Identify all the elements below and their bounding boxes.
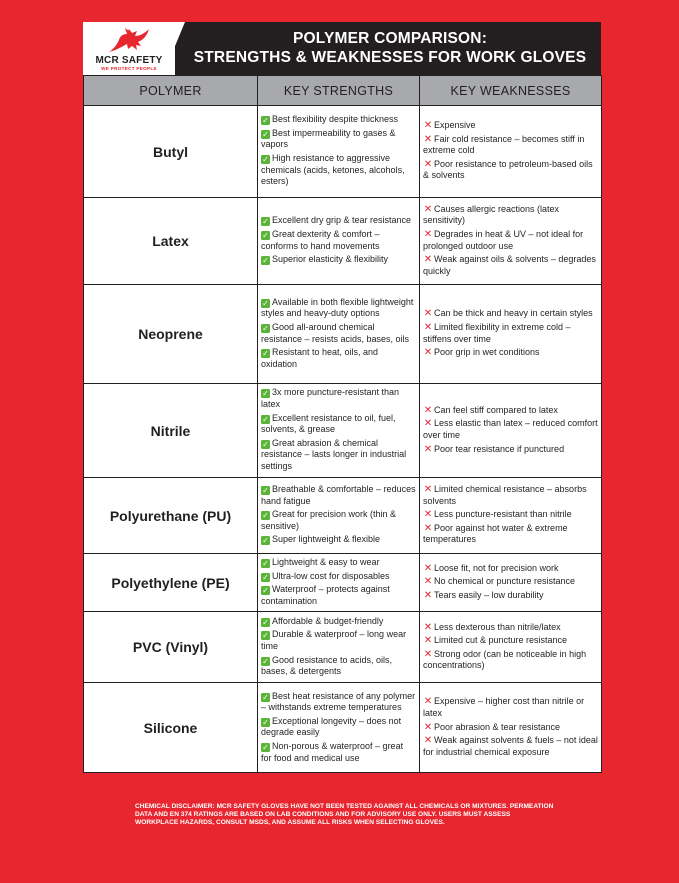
weakness-item — [423, 444, 598, 456]
strength-item — [261, 128, 416, 151]
strength-text: 3x more puncture-resistant than latex — [261, 387, 400, 410]
strengths-cell — [258, 554, 420, 612]
x-icon: ✕ — [423, 621, 433, 633]
check-icon: ✓ — [262, 389, 269, 399]
weakness-item — [423, 322, 598, 345]
weakness-item — [423, 254, 598, 277]
column-header-strengths: KEY STRENGTHS — [258, 76, 420, 106]
weakness-text: Poor tear resistance if punctured — [434, 443, 565, 454]
strength-item — [261, 114, 416, 126]
check-icon: ✓ — [262, 298, 269, 308]
weakness-item — [423, 484, 598, 507]
strength-text: Excellent resistance to oil, fuel, solvents, & grease — [261, 412, 396, 435]
weaknesses-cell — [420, 554, 602, 612]
weaknesses-cell — [420, 612, 602, 683]
weakness-text: Poor resistance to petroleum-based oils & solvents — [423, 158, 593, 181]
check-icon: ✓ — [262, 323, 269, 333]
strength-text: Durable & waterproof – long wear time — [261, 629, 407, 652]
weaknesses-cell — [420, 198, 602, 285]
weakness-item — [423, 722, 598, 734]
strengths-cell — [258, 285, 420, 384]
check-icon: ✓ — [262, 536, 269, 546]
weakness-text: Strong odor (can be noticeable in high concentrations) — [423, 648, 587, 671]
strength-item — [261, 584, 416, 607]
weakness-item — [423, 563, 598, 575]
strength-text: Great for precision work (thin & sensitive) — [261, 509, 397, 531]
weakness-item — [423, 204, 598, 227]
comparison-card — [83, 22, 601, 773]
weakness-text: No chemical or puncture resistance — [434, 576, 576, 587]
weakness-text: Limited chemical resistance – absorbs solvents — [423, 484, 587, 506]
x-icon: ✕ — [423, 308, 433, 320]
weakness-item — [423, 696, 598, 719]
check-icon: ✓ — [262, 349, 269, 359]
strength-item — [261, 557, 416, 569]
weakness-item — [423, 509, 598, 521]
weakness-text: Loose fit, not for precision work — [434, 562, 559, 573]
polymer-name: Latex — [84, 198, 258, 285]
x-icon: ✕ — [423, 509, 433, 521]
strength-text: Super lightweight & flexible — [272, 534, 381, 545]
weakness-text: Weak against oils & solvents – degrades quickly — [423, 254, 596, 276]
x-icon: ✕ — [423, 648, 433, 660]
check-icon: ✓ — [262, 742, 269, 752]
check-icon: ✓ — [262, 129, 269, 139]
strength-item — [261, 571, 416, 583]
weaknesses-cell — [420, 106, 602, 198]
dragon-logo-icon — [107, 26, 151, 54]
strength-text: Superior elasticity & flexibility — [272, 254, 389, 265]
strength-item — [261, 215, 416, 227]
weakness-text: Can be thick and heavy in certain styles — [434, 308, 593, 319]
weakness-item — [423, 308, 598, 320]
strength-item — [261, 254, 416, 266]
strength-item — [261, 691, 416, 714]
strength-text: Great dexterity & comfort – conforms to hand movements — [261, 228, 380, 251]
polymer-name: Polyurethane (PU) — [84, 478, 258, 554]
x-icon: ✕ — [423, 562, 433, 574]
strengths-cell — [258, 612, 420, 683]
strength-text: Great abrasion & chemical resistance – lasts longer in industrial settings — [261, 437, 407, 471]
polymer-name: Silicone — [84, 683, 258, 773]
strength-text: Lightweight & easy to wear — [272, 557, 380, 567]
strength-text: Good all-around chemical resistance – resists acids, bases, oils — [261, 321, 410, 344]
x-icon: ✕ — [423, 347, 433, 359]
check-icon: ✓ — [262, 155, 269, 164]
strengths-cell — [258, 384, 420, 478]
check-icon: ✓ — [262, 217, 269, 227]
strength-item — [261, 229, 416, 252]
weakness-item — [423, 735, 598, 758]
weakness-text: Can feel stiff compared to latex — [434, 404, 558, 415]
weakness-item — [423, 159, 598, 182]
weakness-text: Expensive – higher cost than nitrile or latex — [423, 696, 585, 718]
x-icon: ✕ — [423, 696, 433, 708]
polymer-name: Butyl — [84, 106, 258, 198]
weaknesses-cell — [420, 478, 602, 554]
strength-item — [261, 438, 416, 473]
strength-item — [261, 629, 416, 652]
check-icon: ✓ — [262, 692, 269, 702]
table-header-row — [84, 76, 602, 106]
strengths-cell — [258, 198, 420, 285]
strength-item — [261, 655, 416, 678]
strengths-cell — [258, 683, 420, 773]
weaknesses-cell — [420, 683, 602, 773]
check-icon: ✓ — [262, 439, 269, 449]
check-icon: ✓ — [262, 559, 269, 568]
strength-item — [261, 509, 416, 532]
check-icon: ✓ — [262, 656, 269, 666]
check-icon: ✓ — [262, 256, 269, 266]
polymer-name: Neoprene — [84, 285, 258, 384]
strength-item — [261, 484, 416, 507]
strength-text: High resistance to aggressive chemicals (acids, ketones, alcohols, esters) — [261, 153, 405, 187]
strength-text: Good resistance to acids, oils, bases, & detergents — [261, 654, 393, 677]
strength-text: Best impermeability to gases & vapors — [261, 127, 396, 150]
strength-text: Excellent dry grip & tear resistance — [272, 215, 412, 226]
polymer-name: Polyethylene (PE) — [84, 554, 258, 612]
x-icon: ✕ — [423, 158, 433, 170]
weakness-item — [423, 590, 598, 602]
weakness-text: Limited flexibility in extreme cold – stiffens over time — [423, 321, 571, 344]
x-icon: ✕ — [423, 635, 433, 647]
weakness-text: Less dexterous than nitrile/latex — [434, 621, 561, 632]
strength-text: Ultra-low cost for disposables — [272, 570, 390, 581]
title-line-1: POLYMER COMPARISON: — [292, 30, 488, 47]
check-icon: ✓ — [262, 486, 269, 496]
brand-tagline: WE PROTECT PEOPLE — [101, 66, 157, 71]
brand-name: MCR SAFETY — [95, 55, 163, 66]
x-icon: ✕ — [423, 418, 433, 430]
strength-text: Affordable & budget-friendly — [272, 615, 384, 626]
strength-item — [261, 616, 416, 628]
weakness-item — [423, 134, 598, 157]
weakness-item — [423, 622, 598, 634]
x-icon: ✕ — [423, 576, 433, 588]
table-row — [84, 612, 602, 683]
table-row — [84, 478, 602, 554]
weakness-text: Limited cut & puncture resistance — [434, 635, 568, 646]
strength-item — [261, 153, 416, 188]
weakness-text: Fair cold resistance – becomes stiff in extreme cold — [423, 133, 585, 156]
x-icon: ✕ — [423, 735, 433, 747]
strengths-cell — [258, 478, 420, 554]
strengths-cell — [258, 106, 420, 198]
strength-text: Available in both flexible lightweight styles and heavy-duty options — [261, 296, 414, 319]
title-line-2: STRENGTHS & WEAKNESSES FOR WORK GLOVES — [193, 49, 587, 66]
table-row — [84, 106, 602, 198]
header-bar — [83, 22, 601, 75]
weakness-text: Poor against hot water & extreme temperatures — [423, 522, 568, 545]
strength-text: Breathable & comfortable – reduces hand fatigue — [261, 484, 416, 506]
check-icon: ✓ — [262, 631, 269, 641]
weakness-text: Degrades in heat & UV – not ideal for prolonged outdoor use — [423, 228, 584, 251]
table-row — [84, 554, 602, 612]
weakness-text: Less elastic than latex – reduced comfort over time — [423, 418, 598, 440]
check-icon: ✓ — [262, 116, 269, 126]
weakness-item — [423, 120, 598, 132]
check-icon: ✓ — [262, 717, 269, 727]
table-row — [84, 683, 602, 773]
weakness-text: Poor abrasion & tear resistance — [434, 721, 561, 732]
weakness-item — [423, 229, 598, 252]
weakness-item — [423, 405, 598, 417]
column-header-weaknesses: KEY WEAKNESSES — [420, 76, 602, 106]
x-icon: ✕ — [423, 589, 433, 601]
x-icon: ✕ — [423, 120, 433, 132]
weakness-text: Expensive — [434, 120, 476, 131]
strength-item — [261, 387, 416, 410]
check-icon: ✓ — [262, 586, 269, 596]
x-icon: ✕ — [423, 133, 433, 145]
table-row — [84, 198, 602, 285]
x-icon: ✕ — [423, 522, 433, 534]
strength-item — [261, 297, 416, 320]
strength-text: Best heat resistance of any polymer – withstands extreme temperatures — [261, 690, 416, 713]
x-icon: ✕ — [423, 203, 433, 215]
check-icon: ✓ — [262, 572, 269, 582]
strength-text: Non-porous & waterproof – great for food and medical use — [261, 740, 404, 763]
x-icon: ✕ — [423, 404, 433, 416]
weakness-item — [423, 635, 598, 647]
x-icon: ✕ — [423, 484, 433, 496]
x-icon: ✕ — [423, 228, 433, 240]
x-icon: ✕ — [423, 321, 433, 333]
polymer-name: Nitrile — [84, 384, 258, 478]
weakness-text: Tears easily – low durability — [434, 589, 544, 600]
weakness-item — [423, 576, 598, 588]
strength-item — [261, 741, 416, 764]
weakness-item — [423, 347, 598, 359]
strength-text: Best flexibility despite thickness — [272, 114, 399, 125]
polymer-name: PVC (Vinyl) — [84, 612, 258, 683]
check-icon: ✓ — [262, 414, 269, 424]
weakness-item — [423, 523, 598, 546]
x-icon: ✕ — [423, 254, 433, 266]
weakness-text: Weak against solvents & fuels – not ideal for industrial chemical exposure — [423, 735, 598, 757]
table-row — [84, 384, 602, 478]
check-icon: ✓ — [262, 511, 269, 521]
strength-text: Resistant to heat, oils, and oxidation — [261, 347, 379, 369]
strength-item — [261, 716, 416, 739]
check-icon: ✓ — [262, 230, 269, 240]
weakness-text: Less puncture-resistant than nitrile — [434, 509, 572, 520]
page-title — [183, 29, 597, 67]
column-header-polymer: POLYMER — [84, 76, 258, 106]
x-icon: ✕ — [423, 721, 433, 733]
weaknesses-cell — [420, 384, 602, 478]
table-row — [84, 285, 602, 384]
weaknesses-cell — [420, 285, 602, 384]
weakness-text: Causes allergic reactions (latex sensitivity) — [423, 203, 560, 226]
weakness-text: Poor grip in wet conditions — [434, 347, 540, 358]
check-icon: ✓ — [262, 617, 269, 627]
strength-text: Exceptional longevity – does not degrade easily — [261, 715, 402, 738]
strength-item — [261, 534, 416, 546]
weakness-item — [423, 649, 598, 672]
chemical-disclaimer: CHEMICAL DISCLAIMER: MCR SAFETY GLOVES HAVE NOT BEEN TESTED AGAINST ALL CHEMICALS OR MIXTURES. PERMEATION DATA AND EN 374 RATINGS ARE BASED ON LAB CONDITIONS AND FOR ADVISORY USE ONLY. USERS MUST ASSESS WORKPLACE HAZARDS, CONSULT MSDS, AND ASSUME ALL RISKS WHEN SELECTING GLOVES. — [135, 803, 554, 826]
comparison-table — [83, 75, 602, 773]
weakness-item — [423, 418, 598, 441]
strength-text: Waterproof – protects against contamination — [261, 584, 390, 606]
strength-item — [261, 347, 416, 370]
x-icon: ✕ — [423, 443, 433, 455]
strength-item — [261, 413, 416, 436]
strength-item — [261, 322, 416, 345]
